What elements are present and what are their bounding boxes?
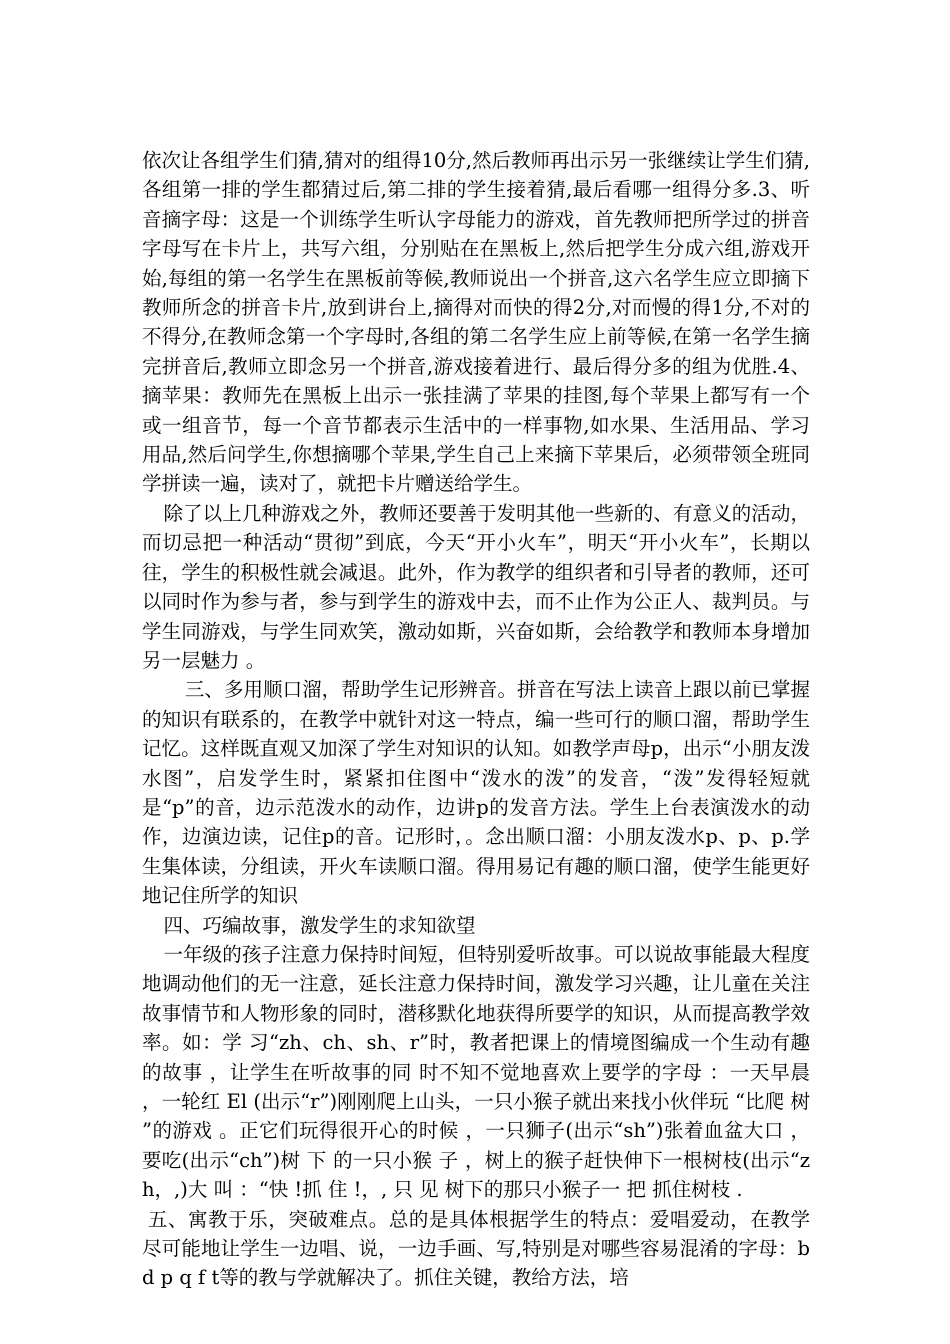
paragraph-invent-activities: 除了以上几种游戏之外，教师还要善于发明其他一些新的、有意义的活动，而切忌把一种活动“贯彻”到底，今天“开小火车”，明天“开小火车”，长期以往，学生的积极性就会减退。此外，作为教学的组织者和引导者的教师，还可以同时作为参与者，参与到学生的游戏中去，而不止作为公正人、裁判员。与学生同游戏，与学生同欢笑，激动如斯，兴奋如斯，会给教学和教师本身增加另一层魅力 。 — [142, 501, 810, 672]
paragraph-games-continued: 依次让各组学生们猜,猜对的组得10分,然后教师再出示另一张继续让学生们猜,各组第一排的学生都猜过后,第二排的学生接着猜,最后看哪一组得分多.3、听音摘字母：这是一个训练学生听认字母能力的游戏，首先教师把所学过的拼音字母写在卡片上，共写六组，分别贴在在黑板上,然后把学生分成六组,游戏开始,每组的第一名学生在黑板前等候,教师说出一个拼音,这六名学生应立即摘下教师所念的拼音卡片,放到讲台上,摘得对而快的得2分,对而慢的得1分,不对的不得分,在教师念第一个字母时,各组的第二名学生应上前等候,在第一名学生摘完拼音后,教师立即念另一个拼音,游戏接着进行、最后得分多的组为优胜.4、摘苹果：教师先在黑板上出示一张挂满了苹果的挂图,每个苹果上都写有一个或一组音节，每一个音节都表示生活中的一样事物,如水果、生活用品、学习用品,然后问学生,你想摘哪个苹果,学生自己上来摘下苹果后，必须带领全班同学拼读一遍，读对了，就把卡片赠送给学生。 — [142, 149, 810, 496]
section-four-heading: 四、巧编故事，激发学生的求知欲望 — [163, 913, 476, 937]
paragraph-section-three-rhymes: 三、多用顺口溜，帮助学生记形辨音。拼音在写法上读音上跟以前已掌握的知识有联系的，在教学中就针对这一特点，编一些可行的顺口溜，帮助学生记忆。这样既直观又加深了学生对知识的认知。如教学声母p，出示“小朋友泼水图”，启发学生时，紧紧扣住图中“泼水的泼”的发音，“泼”发得轻短就是“p”的音，边示范泼水的动作，边讲p的发音方法。学生上台表演泼水的动作，边演边读，记住p的音。记形时，。念出顺口溜：小朋友泼水p、p、p.学生集体读，分组读，开火车读顺口溜。得用易记有趣的顺口溜，使学生能更好地记住所学的知识 — [142, 678, 810, 908]
document-body — [142, 146, 810, 1293]
paragraph-stories: 一年级的孩子注意力保持时间短，但特别爱听故事。可以说故事能最大程度地调动他们的无一注意，延长注意力保持时间，激发学习兴趣，让儿童在关注故事情节和人物形象的同时，潜移默化地获得所要学的知识，从而提高教学效率。如：学 习“zh、ch、sh、r”时，教者把课上的情境图编成一个生动有趣的故事 ，让学生在听故事的同 时不知不觉地喜欢上要学的字母 ：一天早晨 ，一轮红 El (出示“r”)刚刚爬上山头，一只小猴子就出来找小伙伴玩 “比爬 树 ”的游戏 。正它们玩得很开心的时候 ，一只狮子(出示“sh”)张着血盆大口 ，要吃(出示“ch”)树 下 的一只小猴 子 ，树上的猴子赶快伸下一根树枝(出示“zh，,)大 叫 ：“快 !抓 住 !，, 只 见 树下的那只小猴子一 把 抓住树枝 . — [142, 942, 810, 1202]
paragraph-section-five: 五、寓教于乐，突破难点。总的是具体根据学生的特点：爱唱爱动，在教学尽可能地让学生一边唱、说，一边手画、写,特别是对哪些容易混淆的字母：b d p q f t等的教与学就解决了。抓住关键，教给方法，培 — [142, 1207, 810, 1290]
